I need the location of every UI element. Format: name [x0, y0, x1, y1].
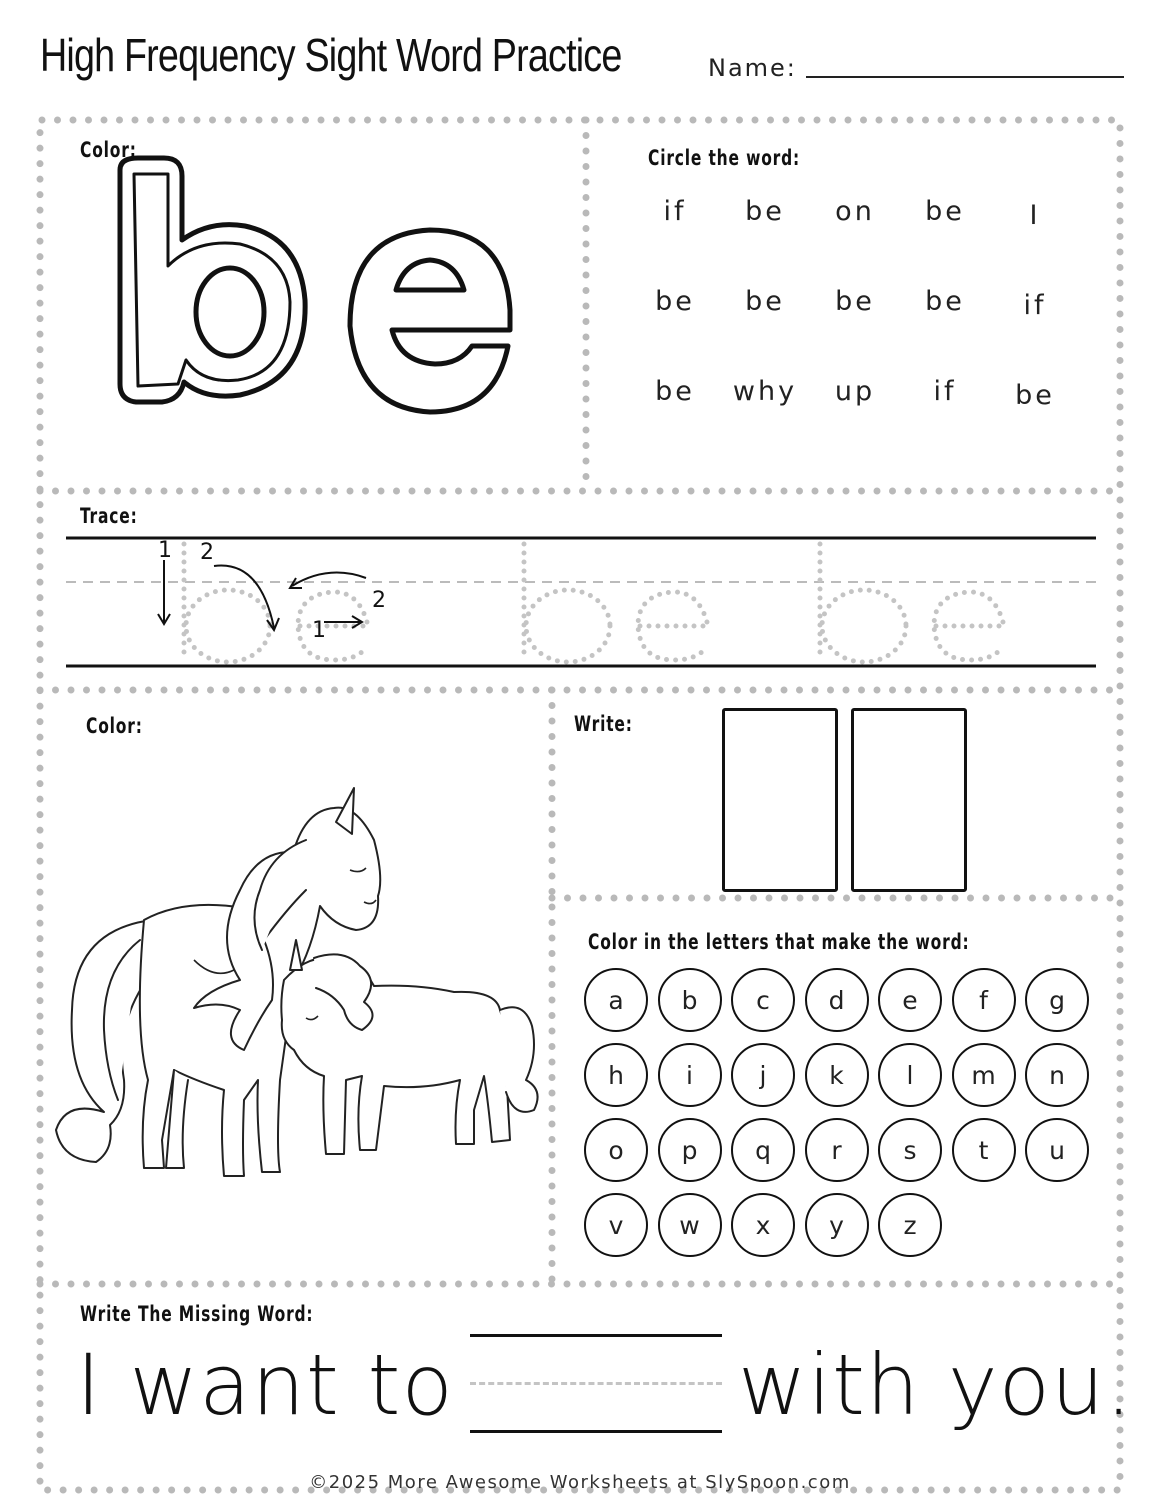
letter-circle-d[interactable]: d — [805, 968, 869, 1032]
circle-word-option[interactable]: be — [655, 286, 695, 317]
sentence-start: I want to — [76, 1336, 454, 1434]
circle-word-option[interactable]: be — [745, 286, 785, 317]
letter-circle-m[interactable]: m — [952, 1043, 1016, 1107]
write-label: Write: — [574, 712, 633, 736]
letter-circle-v[interactable]: v — [584, 1193, 648, 1257]
letter-circle-l[interactable]: l — [878, 1043, 942, 1107]
letter-circle-i[interactable]: i — [658, 1043, 722, 1107]
circle-word-option[interactable]: be — [655, 376, 695, 407]
letter-circle-h[interactable]: h — [584, 1043, 648, 1107]
page-title: High Frequency Sight Word Practice — [40, 29, 622, 81]
circle-word-option[interactable]: if — [1023, 290, 1047, 321]
letter-circle-g[interactable]: g — [1025, 968, 1089, 1032]
letter-circle-f[interactable]: f — [952, 968, 1016, 1032]
color-picture-label: Color: — [86, 714, 143, 738]
letter-circle-n[interactable]: n — [1025, 1043, 1089, 1107]
letter-circle-z[interactable]: z — [878, 1193, 942, 1257]
letter-circle-x[interactable]: x — [731, 1193, 795, 1257]
letter-circle-w[interactable]: w — [658, 1193, 722, 1257]
stroke-number: 1 — [158, 538, 172, 563]
unicorn-coloring-image[interactable] — [44, 780, 544, 1200]
sentence-end: with you. — [738, 1336, 1133, 1434]
answer-baseline[interactable] — [470, 1430, 722, 1433]
stroke-number: 1 — [312, 618, 326, 643]
letter-circle-s[interactable]: s — [878, 1118, 942, 1182]
letter-circle-o[interactable]: o — [584, 1118, 648, 1182]
circle-word-option[interactable]: on — [835, 196, 875, 227]
color-word-label: Color: — [80, 138, 137, 162]
name-label: Name: — [708, 54, 797, 82]
circle-word-option[interactable]: I — [1029, 200, 1041, 231]
circle-word-option[interactable]: why — [732, 376, 798, 407]
letters-label: Color in the letters that make the word: — [588, 930, 970, 954]
stroke-number: 2 — [200, 540, 214, 565]
letter-circle-t[interactable]: t — [952, 1118, 1016, 1182]
answer-top-line — [470, 1334, 722, 1337]
circle-word-option[interactable]: if — [933, 376, 957, 407]
trace-label: Trace: — [80, 504, 138, 528]
circle-word-option[interactable]: be — [1015, 380, 1055, 411]
letter-circle-a[interactable]: a — [584, 968, 648, 1032]
circle-word-option[interactable]: be — [835, 286, 875, 317]
letter-circle-k[interactable]: k — [805, 1043, 869, 1107]
stroke-number: 2 — [372, 588, 386, 613]
letter-circle-j[interactable]: j — [731, 1043, 795, 1107]
circle-word-option[interactable]: be — [745, 196, 785, 227]
trace-lines[interactable] — [60, 530, 1100, 680]
letter-circle-e[interactable]: e — [878, 968, 942, 1032]
letter-circle-r[interactable]: r — [805, 1118, 869, 1182]
circle-word-label: Circle the word: — [648, 146, 801, 170]
circle-word-option[interactable]: be — [925, 286, 965, 317]
bubble-word-be[interactable] — [100, 150, 520, 440]
letter-circle-q[interactable]: q — [731, 1118, 795, 1182]
letter-circle-p[interactable]: p — [658, 1118, 722, 1182]
write-letter-box[interactable] — [851, 708, 967, 892]
answer-midline[interactable] — [470, 1382, 722, 1385]
letter-circle-y[interactable]: y — [805, 1193, 869, 1257]
circle-word-option[interactable]: if — [663, 196, 687, 227]
circle-word-option[interactable]: be — [925, 196, 965, 227]
write-letter-box[interactable] — [722, 708, 838, 892]
circle-word-option[interactable]: up — [834, 376, 876, 407]
letter-circle-u[interactable]: u — [1025, 1118, 1089, 1182]
letter-circle-c[interactable]: c — [731, 968, 795, 1032]
missing-word-label: Write The Missing Word: — [80, 1302, 314, 1326]
letter-circle-b[interactable]: b — [658, 968, 722, 1032]
footer-credit: ©2025 More Awesome Worksheets at SlySpoon.com — [309, 1472, 851, 1493]
